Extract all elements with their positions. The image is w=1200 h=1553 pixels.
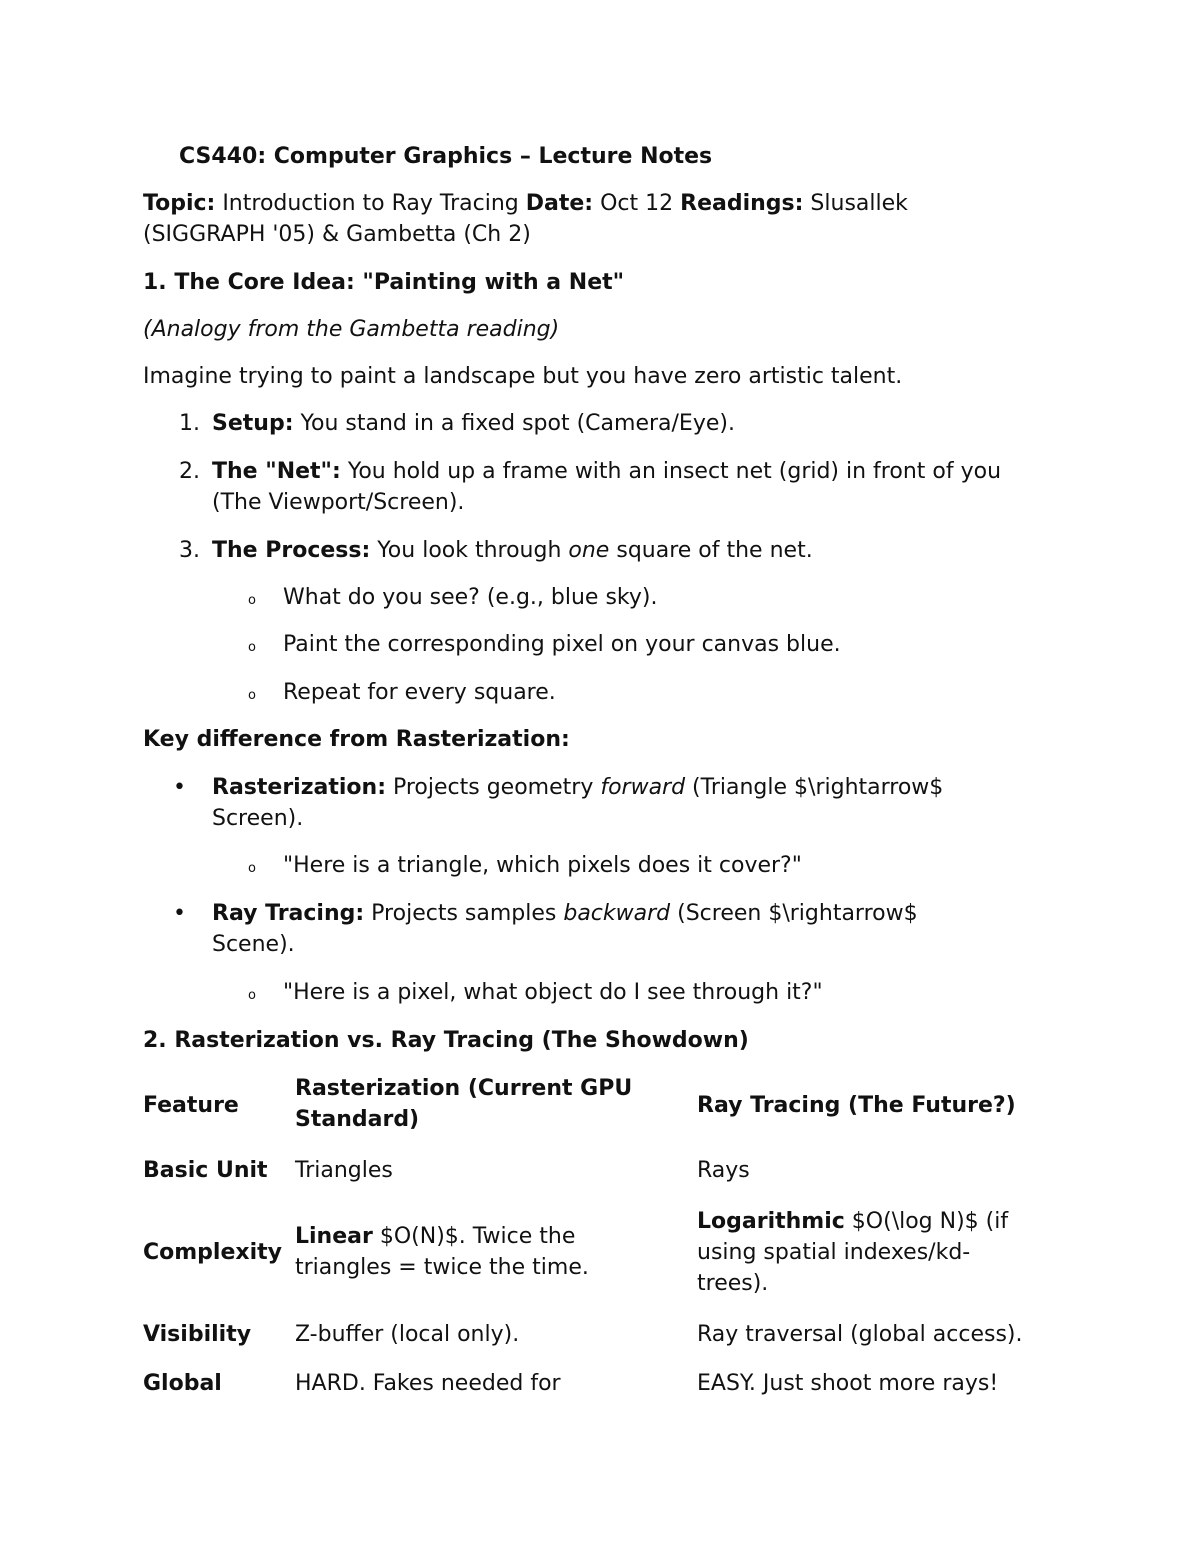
- cell-text: $O(\log N)$ (if: [844, 1209, 1009, 1234]
- bullet-emphasis: backward: [563, 901, 671, 926]
- bullet-text: Projects geometry: [386, 775, 601, 800]
- circle-bullet-icon: o: [248, 640, 256, 655]
- table-cell-rasterization: [295, 1221, 575, 1252]
- table-header-ray-tracing: Ray Tracing (The Future?): [697, 1093, 1016, 1118]
- bullet-label: Rasterization:: [212, 775, 386, 800]
- bullet-item-ray-tracing: [212, 898, 918, 929]
- table-cell-ray-tracing-continued: trees).: [697, 1271, 769, 1296]
- list-number: 3.: [179, 538, 200, 563]
- circle-bullet-icon: o: [248, 988, 256, 1003]
- table-header-feature: Feature: [143, 1093, 239, 1118]
- table-header-rasterization-continued: Standard): [295, 1107, 420, 1132]
- cell-emphasis: Linear: [295, 1224, 373, 1249]
- section-heading-core-idea: 1. The Core Idea: "Painting with a Net": [143, 270, 625, 295]
- table-cell-feature: Basic Unit: [143, 1158, 268, 1183]
- bullet-text-continued: Screen).: [212, 806, 304, 831]
- bullet-item-rasterization: [212, 772, 943, 803]
- topic-value: Introduction to Ray Tracing: [215, 191, 526, 216]
- step-text: You hold up a frame with an insect net (grid) in front of you: [340, 459, 1002, 484]
- step-label: The "Net":: [212, 459, 341, 484]
- date-value: Oct 12: [593, 191, 681, 216]
- circle-bullet-icon: o: [248, 861, 256, 876]
- topic-label: Topic:: [143, 191, 216, 216]
- bullet-icon: •: [173, 901, 186, 926]
- analogy-note: (Analogy from the Gambetta reading): [143, 317, 560, 342]
- sub-list-item: "Here is a pixel, what object do I see through it?": [283, 980, 823, 1005]
- bullet-text: (Triangle $\rightarrow$: [685, 775, 944, 800]
- bullet-icon: •: [173, 775, 186, 800]
- table-cell-rasterization: HARD. Fakes needed for: [295, 1371, 561, 1396]
- step-text: square of the net.: [609, 538, 813, 563]
- readings-value: Slusallek: [803, 191, 908, 216]
- key-difference-heading: Key difference from Rasterization:: [143, 727, 570, 752]
- step-label: The Process:: [212, 538, 371, 563]
- table-cell-ray-tracing-continued: using spatial indexes/kd-: [697, 1240, 971, 1265]
- table-cell-rasterization: Z-buffer (local only).: [295, 1322, 520, 1347]
- readings-label: Readings:: [680, 191, 804, 216]
- intro-paragraph: Imagine trying to paint a landscape but you have zero artistic talent.: [143, 364, 903, 389]
- sub-list-item: Repeat for every square.: [283, 680, 556, 705]
- circle-bullet-icon: o: [248, 688, 256, 703]
- list-number: 1.: [179, 411, 200, 436]
- circle-bullet-icon: o: [248, 593, 256, 608]
- table-cell-ray-tracing: [697, 1206, 1008, 1237]
- list-item-process: [212, 535, 813, 566]
- table-cell-feature: Global: [143, 1371, 222, 1396]
- step-text: You look through: [370, 538, 569, 563]
- table-cell-rasterization: Triangles: [295, 1158, 393, 1183]
- table-cell-ray-tracing: EASY. Just shoot more rays!: [697, 1371, 999, 1396]
- list-item-setup: [212, 408, 735, 439]
- step-emphasis: one: [568, 538, 610, 563]
- list-number: 2.: [179, 459, 200, 484]
- page-title: CS440: Computer Graphics – Lecture Notes: [179, 144, 713, 169]
- readings-value-continued: (SIGGRAPH '05) & Gambetta (Ch 2): [143, 222, 531, 247]
- bullet-emphasis: forward: [600, 775, 686, 800]
- section-heading-showdown: 2. Rasterization vs. Ray Tracing (The Showdown): [143, 1028, 749, 1053]
- bullet-text-continued: Scene).: [212, 932, 295, 957]
- list-item-net: [212, 456, 1001, 487]
- step-text-continued: (The Viewport/Screen).: [212, 490, 465, 515]
- table-header-rasterization: Rasterization (Current GPU: [295, 1076, 633, 1101]
- table-cell-rasterization-continued: triangles = twice the time.: [295, 1255, 589, 1280]
- bullet-label: Ray Tracing:: [212, 901, 365, 926]
- sub-list-item: Paint the corresponding pixel on your canvas blue.: [283, 632, 841, 657]
- step-label: Setup:: [212, 411, 294, 436]
- table-cell-ray-tracing: Rays: [697, 1158, 750, 1183]
- bullet-text: (Screen $\rightarrow$: [670, 901, 918, 926]
- sub-list-item: What do you see? (e.g., blue sky).: [283, 585, 658, 610]
- step-text: You stand in a fixed spot (Camera/Eye).: [293, 411, 735, 436]
- bullet-text: Projects samples: [364, 901, 564, 926]
- date-label: Date:: [525, 191, 594, 216]
- cell-text: $O(N)$. Twice the: [372, 1224, 576, 1249]
- table-cell-feature: Complexity: [143, 1240, 282, 1265]
- cell-emphasis: Logarithmic: [697, 1209, 845, 1234]
- meta-line: [143, 188, 908, 219]
- table-cell-ray-tracing: Ray traversal (global access).: [697, 1322, 1023, 1347]
- table-cell-feature: Visibility: [143, 1322, 252, 1347]
- sub-list-item: "Here is a triangle, which pixels does it cover?": [283, 853, 802, 878]
